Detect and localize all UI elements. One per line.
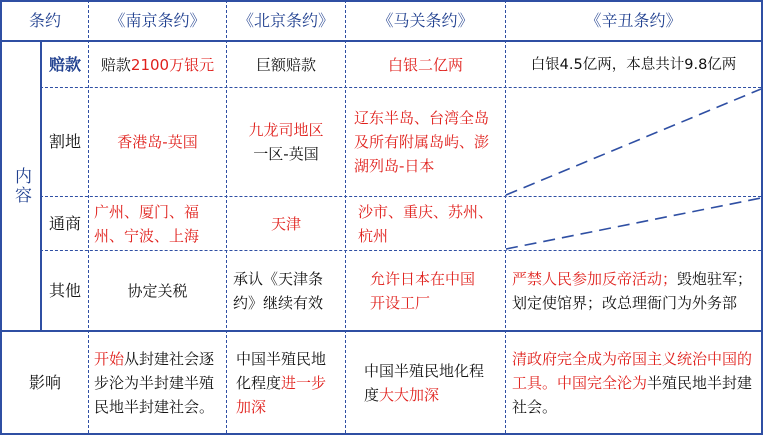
yingxiang-xinchou [510,332,759,433]
tongshang-beijing: 天津 [270,214,301,233]
yingxiang-maguan-text: 中国半殖民地化程度 [364,361,485,404]
peikuan-xinchou: 白银4.5亿两，本息共计9.8亿两 [530,56,737,73]
header-beijing: 《北京条约》 [237,11,334,30]
yingxiang-beijing [236,332,336,433]
row-label-gedi: 割地 [48,132,81,151]
row-label-tongshang: 通商 [48,213,81,233]
yingxiang-maguan [364,332,492,433]
gedi-nanjing: 香港岛-英国 [117,133,198,151]
yingxiang-nanjing-rest: 从封建社会逐步沦为半封建半殖民地半封建社会。 [94,349,215,416]
tongshang-nanjing: 广州、厦门、福州、宁波、上海 [94,202,200,245]
qita-xinchou-red: 严禁人民参加反帝活动； [512,269,678,288]
yingxiang-nanjing-red: 开始 [94,349,125,368]
gedi-beijing [227,88,345,196]
peikuan-nanjing [89,42,226,87]
yingxiang-xinchou-rest: 半殖民地半封建社会。 [512,373,753,416]
header-maguan: 《马关条约》 [377,11,474,30]
yingxiang-xinchou-red-1: 清政府完全成为帝国主义统治中国的工具。 [512,349,753,392]
row-label-qita: 其他 [48,280,81,300]
gedi-maguan: 辽东半岛、台湾全岛及所有附属岛屿、澎湖列岛-日本 [354,109,490,175]
tongshang-maguan: 沙市、重庆、苏州、杭州 [358,202,494,245]
header-treaty-label: 条约 [28,11,61,30]
peikuan-nanjing-amount: 2100万银元 [130,55,215,74]
peikuan-nanjing-prefix: 赔款 [100,55,131,74]
row-label-yingxiang: 影响 [28,372,61,392]
gedi-beijing-region: 九龙司地区 [248,121,324,139]
row-label-peikuan: 赔款 [48,54,81,74]
header-nanjing: 《南京条约》 [109,11,206,30]
qita-beijing: 承认《天津条约》继续有效 [233,269,324,312]
content-group-label [2,42,40,330]
yingxiang-beijing-red: 进一步加深 [236,373,327,416]
peikuan-maguan: 白银二亿两 [387,55,463,74]
gedi-beijing-note: 一区-英国 [253,145,319,163]
yingxiang-nanjing [94,332,222,433]
peikuan-beijing: 巨额赔款 [255,55,316,74]
qita-xinchou-rest: 毁炮驻军；划定使馆界；改总理衙门为外务部 [512,269,753,312]
yingxiang-maguan-red: 大大加深 [379,385,440,404]
diagonal-gedi [506,89,761,195]
qita-xinchou [510,251,759,330]
qita-nanjing: 协定关税 [127,281,188,300]
yingxiang-xinchou-red-2: 中国完全沦为 [557,373,648,392]
header-xinchou: 《辛丑条约》 [585,11,682,30]
qita-maguan: 允许日本在中国开设工厂 [370,269,476,312]
yingxiang-beijing-text: 中国半殖民地化程度 [236,349,327,392]
content-label-text: 内容 [11,167,31,205]
diagonal-tongshang [506,198,761,249]
